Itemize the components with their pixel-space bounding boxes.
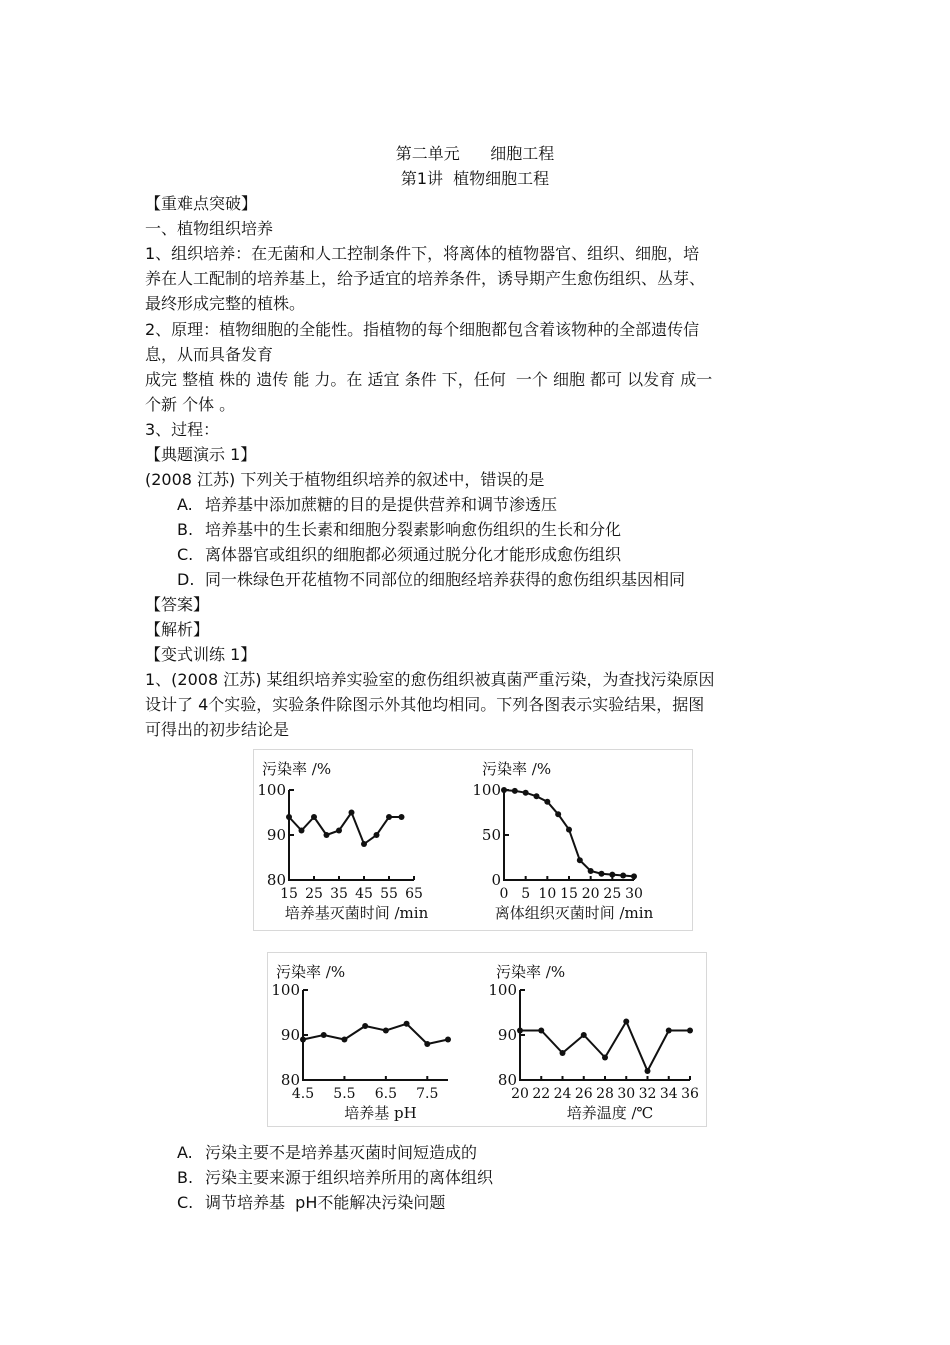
option-b: B. 污染主要来源于组织培养所用的离体组织 — [177, 1168, 494, 1187]
paragraph-line: 养在人工配制的培养基上，给予适宜的培养条件，诱导期产生愈伤组织、丛芽、 — [145, 269, 706, 288]
x-tick-label: 65 — [405, 886, 423, 902]
paragraph-line: 可得出的初步结论是 — [145, 720, 290, 739]
figure-bottom — [267, 952, 707, 1127]
x-tick-label: 24 — [553, 1086, 572, 1102]
x-tick-label: 7.5 — [416, 1086, 439, 1102]
data-point — [602, 1055, 608, 1061]
option-a: A. 培养基中添加蔗糖的目的是提供营养和调节渗透压 — [177, 495, 558, 514]
answer-heading: 【答案】 — [145, 595, 210, 614]
y-axis-label: 污染率 /% — [262, 760, 332, 778]
series-line — [289, 813, 402, 845]
data-point — [300, 1037, 306, 1043]
data-point — [588, 868, 594, 874]
y-tick-label: 90 — [497, 1026, 517, 1044]
x-tick-label: 4.5 — [291, 1086, 315, 1102]
x-tick-label: 35 — [330, 886, 348, 902]
axes — [504, 790, 634, 880]
data-point — [501, 787, 507, 793]
chart-svg — [254, 750, 692, 930]
data-point — [560, 1050, 566, 1056]
y-tick-label: 50 — [481, 826, 501, 844]
paragraph-line: 最终形成完整的植株。 — [145, 294, 306, 313]
x-tick-label: 55 — [380, 886, 398, 902]
analysis-heading: 【解析】 — [145, 620, 210, 639]
x-tick-label: 32 — [638, 1086, 657, 1102]
data-point — [523, 790, 529, 796]
y-tick-label: 100 — [472, 781, 501, 799]
x-axis-label: 培养温度 /℃ — [566, 1104, 654, 1122]
data-point — [311, 814, 317, 820]
data-point — [666, 1028, 672, 1034]
y-tick-label: 90 — [266, 826, 286, 844]
x-tick-label: 0 — [499, 886, 509, 902]
option-d: D. 同一株绿色开花植物不同部位的细胞经培养获得的愈伤组织基因相同 — [177, 570, 686, 589]
data-point — [645, 1068, 651, 1074]
x-tick-label: 25 — [305, 886, 323, 902]
paragraph-line: 个新 个体 。 — [145, 395, 236, 414]
data-point — [577, 857, 583, 863]
y-axis-label: 污染率 /% — [276, 963, 346, 981]
x-tick-label: 25 — [603, 886, 622, 902]
paragraph-line: 成完 整植 株的 遗传 能 力。在 适宜 条件 下，任何 一个 细胞 都可 以发育 成一 — [145, 370, 713, 389]
paragraph-line: 1、(2008 江苏) 某组织培养实验室的愈伤组织被真菌严重污染，为查找污染原因 — [145, 670, 715, 689]
data-point — [620, 873, 626, 879]
data-point — [581, 1032, 587, 1038]
axes — [289, 790, 414, 880]
series-line — [504, 790, 634, 876]
chart-2 — [271, 963, 451, 1122]
y-tick-label: 80 — [280, 1071, 300, 1089]
section-heading: 【变式训练 1】 — [145, 645, 257, 664]
x-tick-label: 5.5 — [333, 1086, 356, 1102]
data-point — [687, 1028, 693, 1034]
y-tick-label: 100 — [257, 781, 286, 799]
data-point — [544, 799, 550, 805]
y-axis-label: 污染率 /% — [482, 760, 552, 778]
question-stem: (2008 江苏) 下列关于植物组织培养的叙述中，错误的是 — [145, 470, 545, 489]
data-point — [512, 788, 518, 794]
option-a: A. 污染主要不是培养基灭菌时间短造成的 — [177, 1143, 478, 1162]
x-tick-label: 45 — [355, 886, 373, 902]
unit-title: 第二单元 细胞工程 — [395, 144, 555, 163]
x-tick-label: 20 — [511, 1086, 529, 1102]
data-point — [404, 1021, 410, 1027]
x-tick-label: 15 — [280, 886, 298, 902]
paragraph-line: 3、过程： — [145, 420, 220, 439]
chart-3 — [488, 963, 699, 1122]
section-heading: 【重难点突破】 — [145, 194, 258, 213]
x-tick-label: 20 — [581, 886, 600, 902]
x-tick-label: 5 — [521, 886, 531, 902]
y-tick-label: 80 — [266, 871, 286, 889]
y-tick-label: 100 — [271, 981, 300, 999]
data-point — [374, 832, 380, 838]
paragraph-line: 1、组织培养：在无菌和人工控制条件下，将离体的植物器官、组织、细胞，培 — [145, 244, 700, 263]
x-tick-label: 30 — [617, 1086, 636, 1102]
x-tick-label: 26 — [574, 1086, 593, 1102]
y-tick-label: 80 — [497, 1071, 517, 1089]
data-point — [341, 1037, 347, 1043]
x-tick-label: 36 — [681, 1086, 699, 1102]
x-tick-label: 30 — [625, 886, 643, 902]
data-point — [349, 810, 355, 816]
data-point — [599, 871, 605, 877]
data-point — [517, 1028, 523, 1034]
paragraph-line: 2、原理：植物细胞的全能性。指植物的每个细胞都包含着该物种的全部遗传信 — [145, 320, 700, 339]
data-point — [424, 1041, 430, 1047]
data-point — [399, 814, 405, 820]
x-tick-label: 10 — [538, 886, 557, 902]
option-c: C. 调节培养基 pH不能解决污染问题 — [177, 1193, 446, 1212]
y-axis-label: 污染率 /% — [496, 963, 566, 981]
x-axis-label: 培养基灭菌时间 /min — [284, 904, 429, 922]
lesson-title: 第1讲 植物细胞工程 — [400, 169, 550, 188]
data-point — [445, 1037, 451, 1043]
y-tick-label: 100 — [488, 981, 517, 999]
option-b: B. 培养基中的生长素和细胞分裂素影响愈伤组织的生长和分化 — [177, 520, 622, 539]
data-point — [555, 811, 561, 817]
data-point — [324, 832, 330, 838]
data-point — [362, 1023, 368, 1029]
data-point — [609, 872, 615, 878]
data-point — [383, 1028, 389, 1034]
data-point — [286, 814, 292, 820]
data-point — [299, 828, 305, 834]
data-point — [538, 1028, 544, 1034]
data-point — [534, 793, 540, 799]
data-point — [386, 814, 392, 820]
chart-0 — [257, 760, 428, 922]
x-tick-label: 15 — [560, 886, 578, 902]
data-point — [321, 1032, 327, 1038]
data-point — [566, 827, 572, 833]
figure-top — [253, 749, 693, 931]
x-tick-label: 22 — [532, 1086, 551, 1102]
x-tick-label: 6.5 — [374, 1086, 397, 1102]
x-tick-label: 28 — [596, 1086, 614, 1102]
data-point — [336, 828, 342, 834]
data-point — [361, 841, 367, 847]
paragraph-line: 设计了 4个实验，实验条件除图示外其他均相同。下列各图表示实验结果，据图 — [145, 695, 705, 714]
y-tick-label: 0 — [491, 871, 501, 889]
x-axis-label: 培养基 pH — [344, 1104, 417, 1122]
paragraph-line: 息，从而具备发育 — [145, 345, 274, 364]
chart-svg — [268, 953, 706, 1126]
x-axis-label: 离体组织灭菌时间 /min — [494, 904, 654, 922]
data-point — [631, 873, 637, 879]
section-heading: 【典题演示 1】 — [145, 445, 257, 464]
x-tick-label: 34 — [659, 1086, 678, 1102]
chart-1 — [472, 760, 653, 922]
data-point — [623, 1019, 629, 1025]
y-tick-label: 90 — [280, 1026, 300, 1044]
subsection-heading: 一、植物组织培养 — [145, 219, 274, 238]
series-line — [520, 1022, 690, 1072]
option-c: C. 离体器官或组织的细胞都必须通过脱分化才能形成愈伤组织 — [177, 545, 622, 564]
